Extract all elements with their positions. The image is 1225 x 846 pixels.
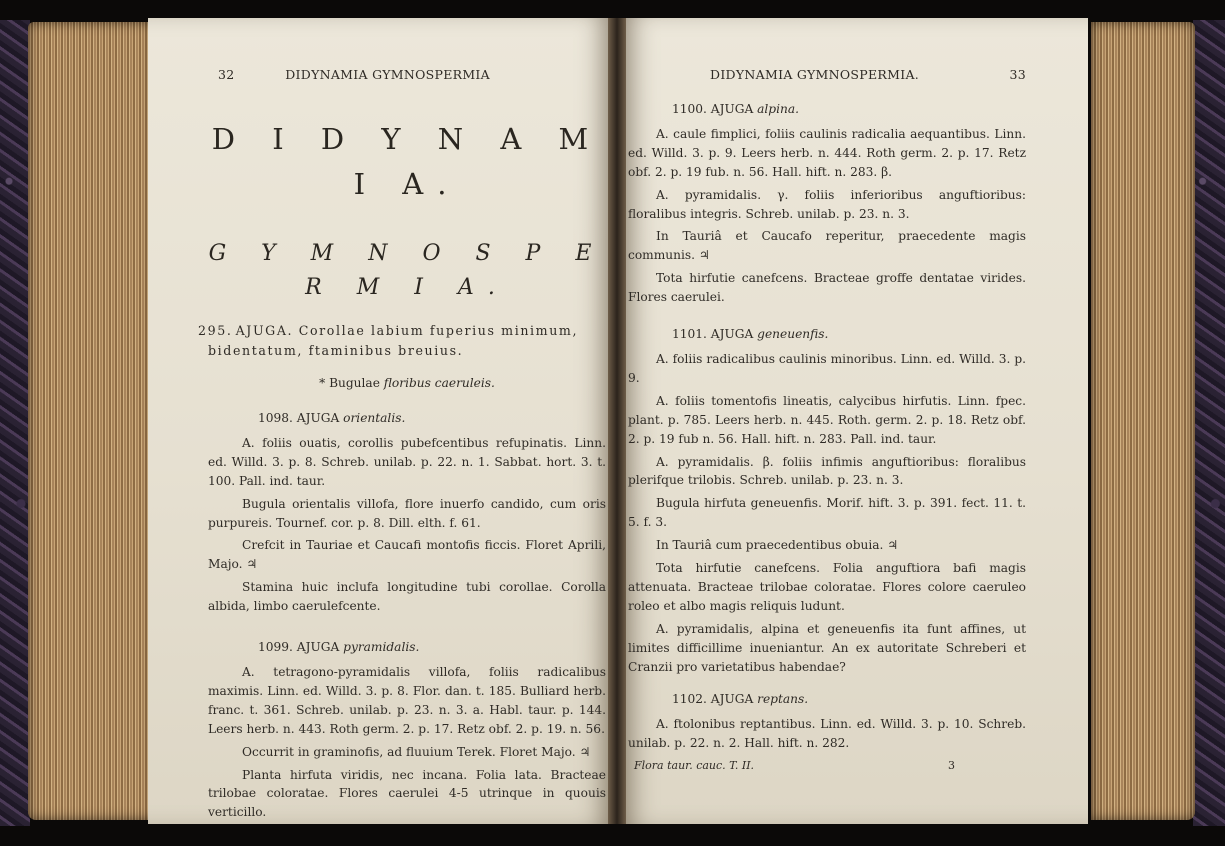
marbled-cover-right	[1193, 20, 1225, 826]
species-number: 1100. AJUGA	[672, 102, 754, 116]
marbled-cover-left	[0, 20, 30, 826]
right-page	[620, 18, 1088, 824]
genus-number: 295.	[198, 323, 233, 339]
footer-title: Flora taur. cauc. T. II.	[634, 758, 755, 772]
order-title: G Y M N O S P E R M I A.	[208, 240, 606, 300]
paragraph: Planta hirfuta viridis, nec incana. Folia lata. Bracteae trilobae coloratae. Flores caerulei 4-5 utrinque in quouis verticillo.	[208, 767, 606, 820]
paragraph: A. foliis radicalibus caulinis minoribus. Linn. ed. Willd. 3. p. 9.	[628, 351, 1026, 385]
species-heading	[258, 409, 606, 428]
paragraph: Bugula orientalis villofa, flore inuerfo candido, cum oris purpureis. Tournef. cor. p. 8. Dill. elth. f. 61.	[208, 496, 606, 530]
paragraph: In Tauriâ et Caucafo reperitur, praecedente magis communis. ♃	[628, 229, 1026, 263]
paragraph: Bugula hirfuta geneuenfis. Morif. hift. 3. p. 391. fect. 11. t. 5. f. 3.	[628, 496, 1026, 530]
species-epithet: reptans.	[757, 692, 809, 707]
species-epithet: pyramidalis.	[343, 640, 420, 655]
page-number-left: 32	[218, 67, 235, 82]
paragraph: In Tauriâ cum praecedentibus obuia. ♃	[656, 538, 899, 553]
running-head-title-left: DIDYNAMIA GYMNOSPERMIA	[285, 67, 490, 82]
genus-text: Corollae labium fuperius minimum, bidentatum, ftaminibus breuius.	[208, 323, 579, 358]
paragraph: A. pyramidalis. β. foliis infimis anguftioribus: floralibus plerifque trilobis. Schreb. unilab. p. 23. n. 3.	[628, 454, 1026, 488]
paragraph: A. ftolonibus reptantibus. Linn. ed. Willd. 3. p. 10. Schreb. unilab. p. 22. n. 2. Hall. hift. n. 282.	[628, 717, 1026, 751]
species-heading	[672, 325, 1026, 344]
genus-description	[198, 321, 606, 360]
paragraph: Tota hirfutie canefcens. Folia anguftiora bafi magis attenuata. Bracteae trilobae coloratae. Flores colore caeruleo roleo et albo magis reliquis ludunt.	[628, 561, 1026, 613]
paragraph: A. tetragono-pyramidalis villofa, foliis radicalibus maximis. Linn. ed. Willd. 3. p. 8. Flor. dan. t. 185. Bulliard herb. franc. t. 361. Schreb. unilab. p. 23. n. 3. a. Habl. taur. p. 144. Leers herb. n. 443. Roth germ. 2. p. 17. Retz obf. 2. p. 19. n. 56.	[208, 664, 606, 736]
paragraph: A. foliis ouatis, corollis pubefcentibus refupinatis. Linn. ed. Willd. 3. p. 8. Schreb. unilab. p. 22. n. 1. Sabbat. hort. 3. t. 100. Pall. ind. taur.	[208, 435, 606, 488]
paragraph: A. pyramidalis, alpina et geneuenfis ita funt affines, ut limites difficillime inueniantur. An ex autoritate Schreberi et Cranzii pro varietatibus habendae?	[628, 621, 1026, 674]
running-head-left	[218, 65, 574, 84]
section-marker: * Bugulae	[319, 376, 380, 391]
paragraph: A. foliis tomentofis lineatis, calycibus hirfutis. Linn. fpec. plant. p. 785. Leers herb. n. 445. Roth. germ. 2. p. 18. Retz obf. 2. p. 19 fub n. 56. Hall. hift. n. 283. Pall. ind. taur.	[628, 393, 1026, 446]
paragraph: Stamina huic inclufa longitudine tubi corollae. Corolla albida, limbo caerulefcente.	[208, 580, 606, 614]
paragraph: A. pyramidalis. γ. foliis inferioribus anguftioribus: floralibus integris. Schreb. unilab. p. 23. n. 3.	[628, 187, 1026, 221]
signature-mark: 3	[948, 758, 955, 772]
species-epithet: orientalis.	[343, 411, 406, 425]
class-title: D I D Y N A M I A.	[211, 122, 603, 201]
species-number: 1101. AJUGA	[672, 327, 754, 342]
running-head-title-right: DIDYNAMIA GYMNOSPERMIA.	[710, 67, 920, 82]
section-italic: floribus caeruleis.	[383, 376, 495, 391]
left-page-content	[198, 113, 606, 826]
left-page	[148, 18, 614, 824]
paragraph: A. caule fimplici, foliis caulinis radicalia aequantibus. Linn. ed. Willd. 3. p. 9. Leers herb. n. 444. Roth germ. 2. p. 17. Retz obf. 2. p. 19 fub. n. 56. Hall. hift. n. 283. β.	[628, 126, 1026, 179]
page-number-right: 33	[1009, 67, 1026, 82]
species-heading	[258, 638, 606, 657]
paragraph: Crefcit in Tauriae et Caucafi montofis ficcis. Floret Aprili, Majo. ♃	[208, 538, 606, 572]
right-page-content	[628, 100, 1026, 757]
genus-name: AJUGA.	[235, 323, 294, 339]
page-edges-left	[28, 22, 154, 820]
species-epithet: geneuenfis.	[757, 327, 829, 342]
species-number: 1098. AJUGA	[258, 411, 340, 425]
species-heading	[672, 690, 1026, 709]
paragraph: Tota hirfutie canefcens. Bracteae groffe dentatae virides. Flores caerulei.	[628, 271, 1026, 305]
species-number: 1102. AJUGA	[672, 692, 754, 707]
species-number: 1099. AJUGA	[258, 640, 340, 655]
species-epithet: alpina.	[757, 102, 799, 116]
running-head-right	[710, 65, 1026, 84]
page-edges-right	[1091, 22, 1195, 820]
book-gutter	[608, 18, 626, 824]
section-heading	[208, 374, 606, 393]
species-heading	[672, 100, 1026, 119]
paragraph: Occurrit in graminofis, ad fluuium Terek. Floret Majo. ♃	[242, 744, 591, 759]
